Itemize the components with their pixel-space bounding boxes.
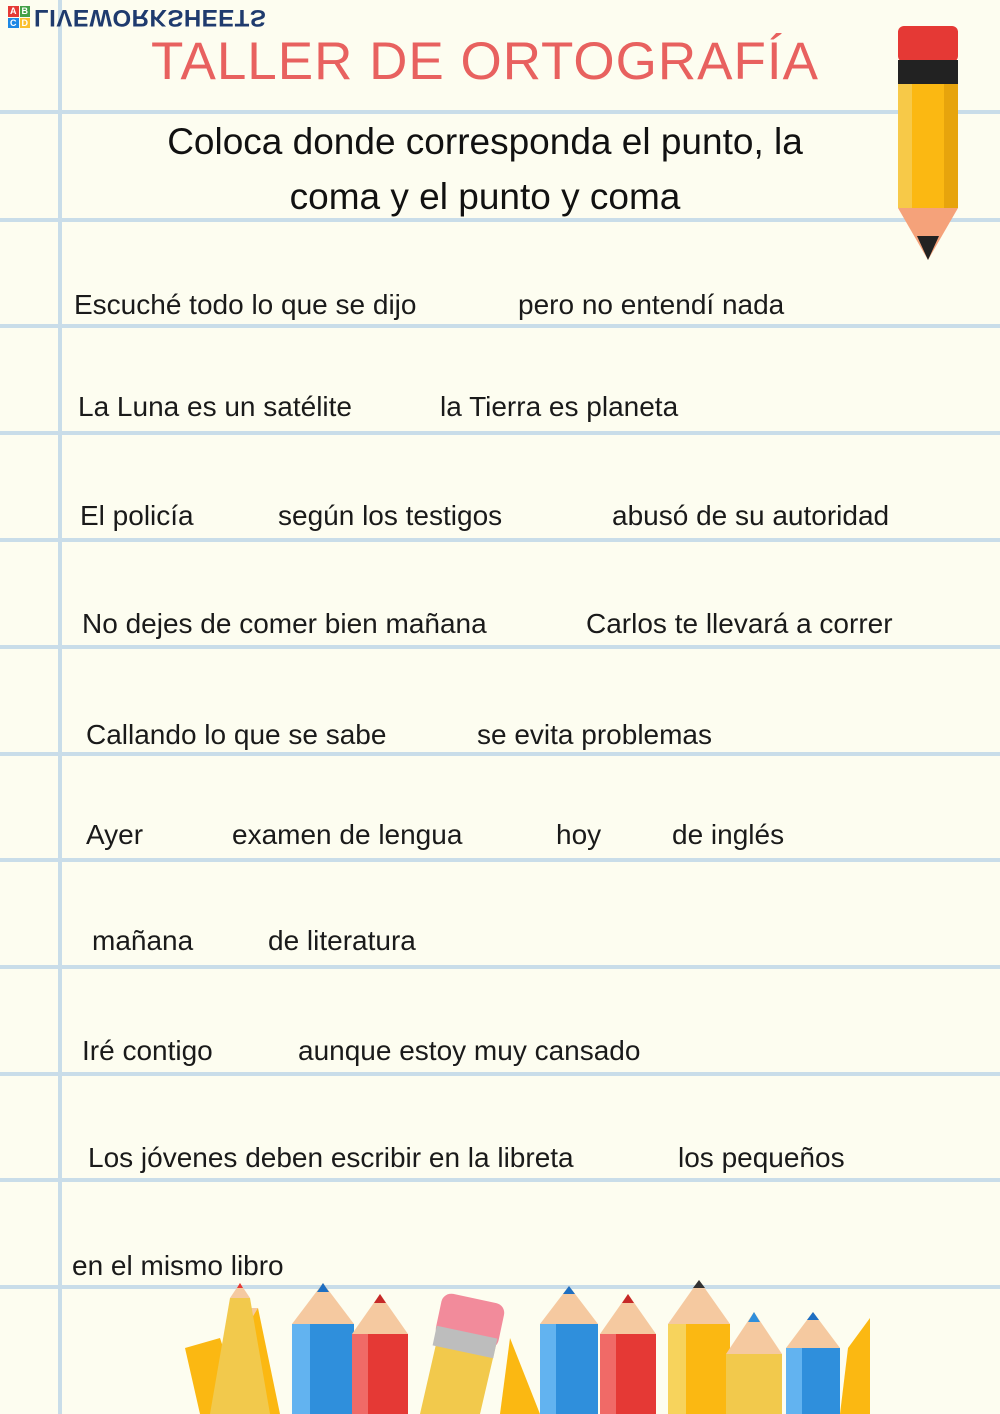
instructions-line: Coloca donde corresponda el punto, la: [167, 121, 803, 162]
ruled-line: [0, 645, 1000, 649]
sentence-fragment: se evita problemas: [477, 719, 713, 750]
ruled-line: [0, 431, 1000, 435]
ruled-line: [0, 752, 1000, 756]
sentence-fragment: Escuché todo lo que se dijo: [74, 289, 417, 320]
sentence-fragment: Callando lo que se sabe: [86, 719, 387, 750]
ruled-line: [0, 538, 1000, 542]
colored-pencils-illustration: [180, 1278, 880, 1414]
logo-letter: D: [21, 17, 28, 28]
page-title: TALLER DE ORTOGRAFÍA: [151, 32, 819, 91]
sentence-fragment: mañana: [92, 925, 194, 956]
sentence-fragment: la Tierra es planeta: [440, 391, 679, 422]
brand-name: LIVEWORKSHEETS: [34, 4, 267, 31]
sentence-fragment: Iré contigo: [82, 1035, 213, 1066]
sentence-fragment: en el mismo libro: [72, 1250, 284, 1281]
brand-logo-icon: [8, 6, 30, 28]
logo-letter: C: [10, 17, 17, 28]
sentence-fragment: según los testigos: [278, 500, 503, 531]
sentence-fragment: Ayer: [86, 819, 144, 850]
sentence-fragment: No dejes de comer bien mañana: [82, 608, 487, 639]
sentence-fragment: Los jóvenes deben escribir en la libreta: [88, 1142, 574, 1173]
sentence-fragment: los pequeños: [678, 1142, 845, 1173]
sentence-fragment: abusó de su autoridad: [612, 500, 890, 531]
instructions: [105, 114, 865, 224]
instructions-line: coma y el punto y coma: [289, 176, 681, 217]
sentence-fragment: hoy: [556, 819, 602, 850]
ruled-line: [0, 965, 1000, 969]
sentence-fragment: aunque estoy muy cansado: [298, 1035, 641, 1066]
pencil-icon: [895, 24, 961, 264]
logo-letter: B: [21, 6, 28, 16]
sentence-fragment: La Luna es un satélite: [78, 391, 352, 422]
ruled-line: [0, 858, 1000, 862]
margin-line: [58, 0, 62, 1414]
ruled-line: [0, 1178, 1000, 1182]
ruled-line: [0, 324, 1000, 328]
brand-header: [8, 4, 266, 30]
ruled-line: [0, 1072, 1000, 1076]
sentence-fragment: de inglés: [672, 819, 785, 850]
sentence-fragment: El policía: [80, 500, 194, 531]
sentence-fragment: Carlos te llevará a correr: [586, 608, 893, 639]
sentence-fragment: examen de lengua: [232, 819, 463, 850]
sentence-fragment: pero no entendí nada: [518, 289, 785, 320]
sentence-fragment: de literatura: [268, 925, 416, 956]
logo-letter: A: [10, 6, 17, 16]
